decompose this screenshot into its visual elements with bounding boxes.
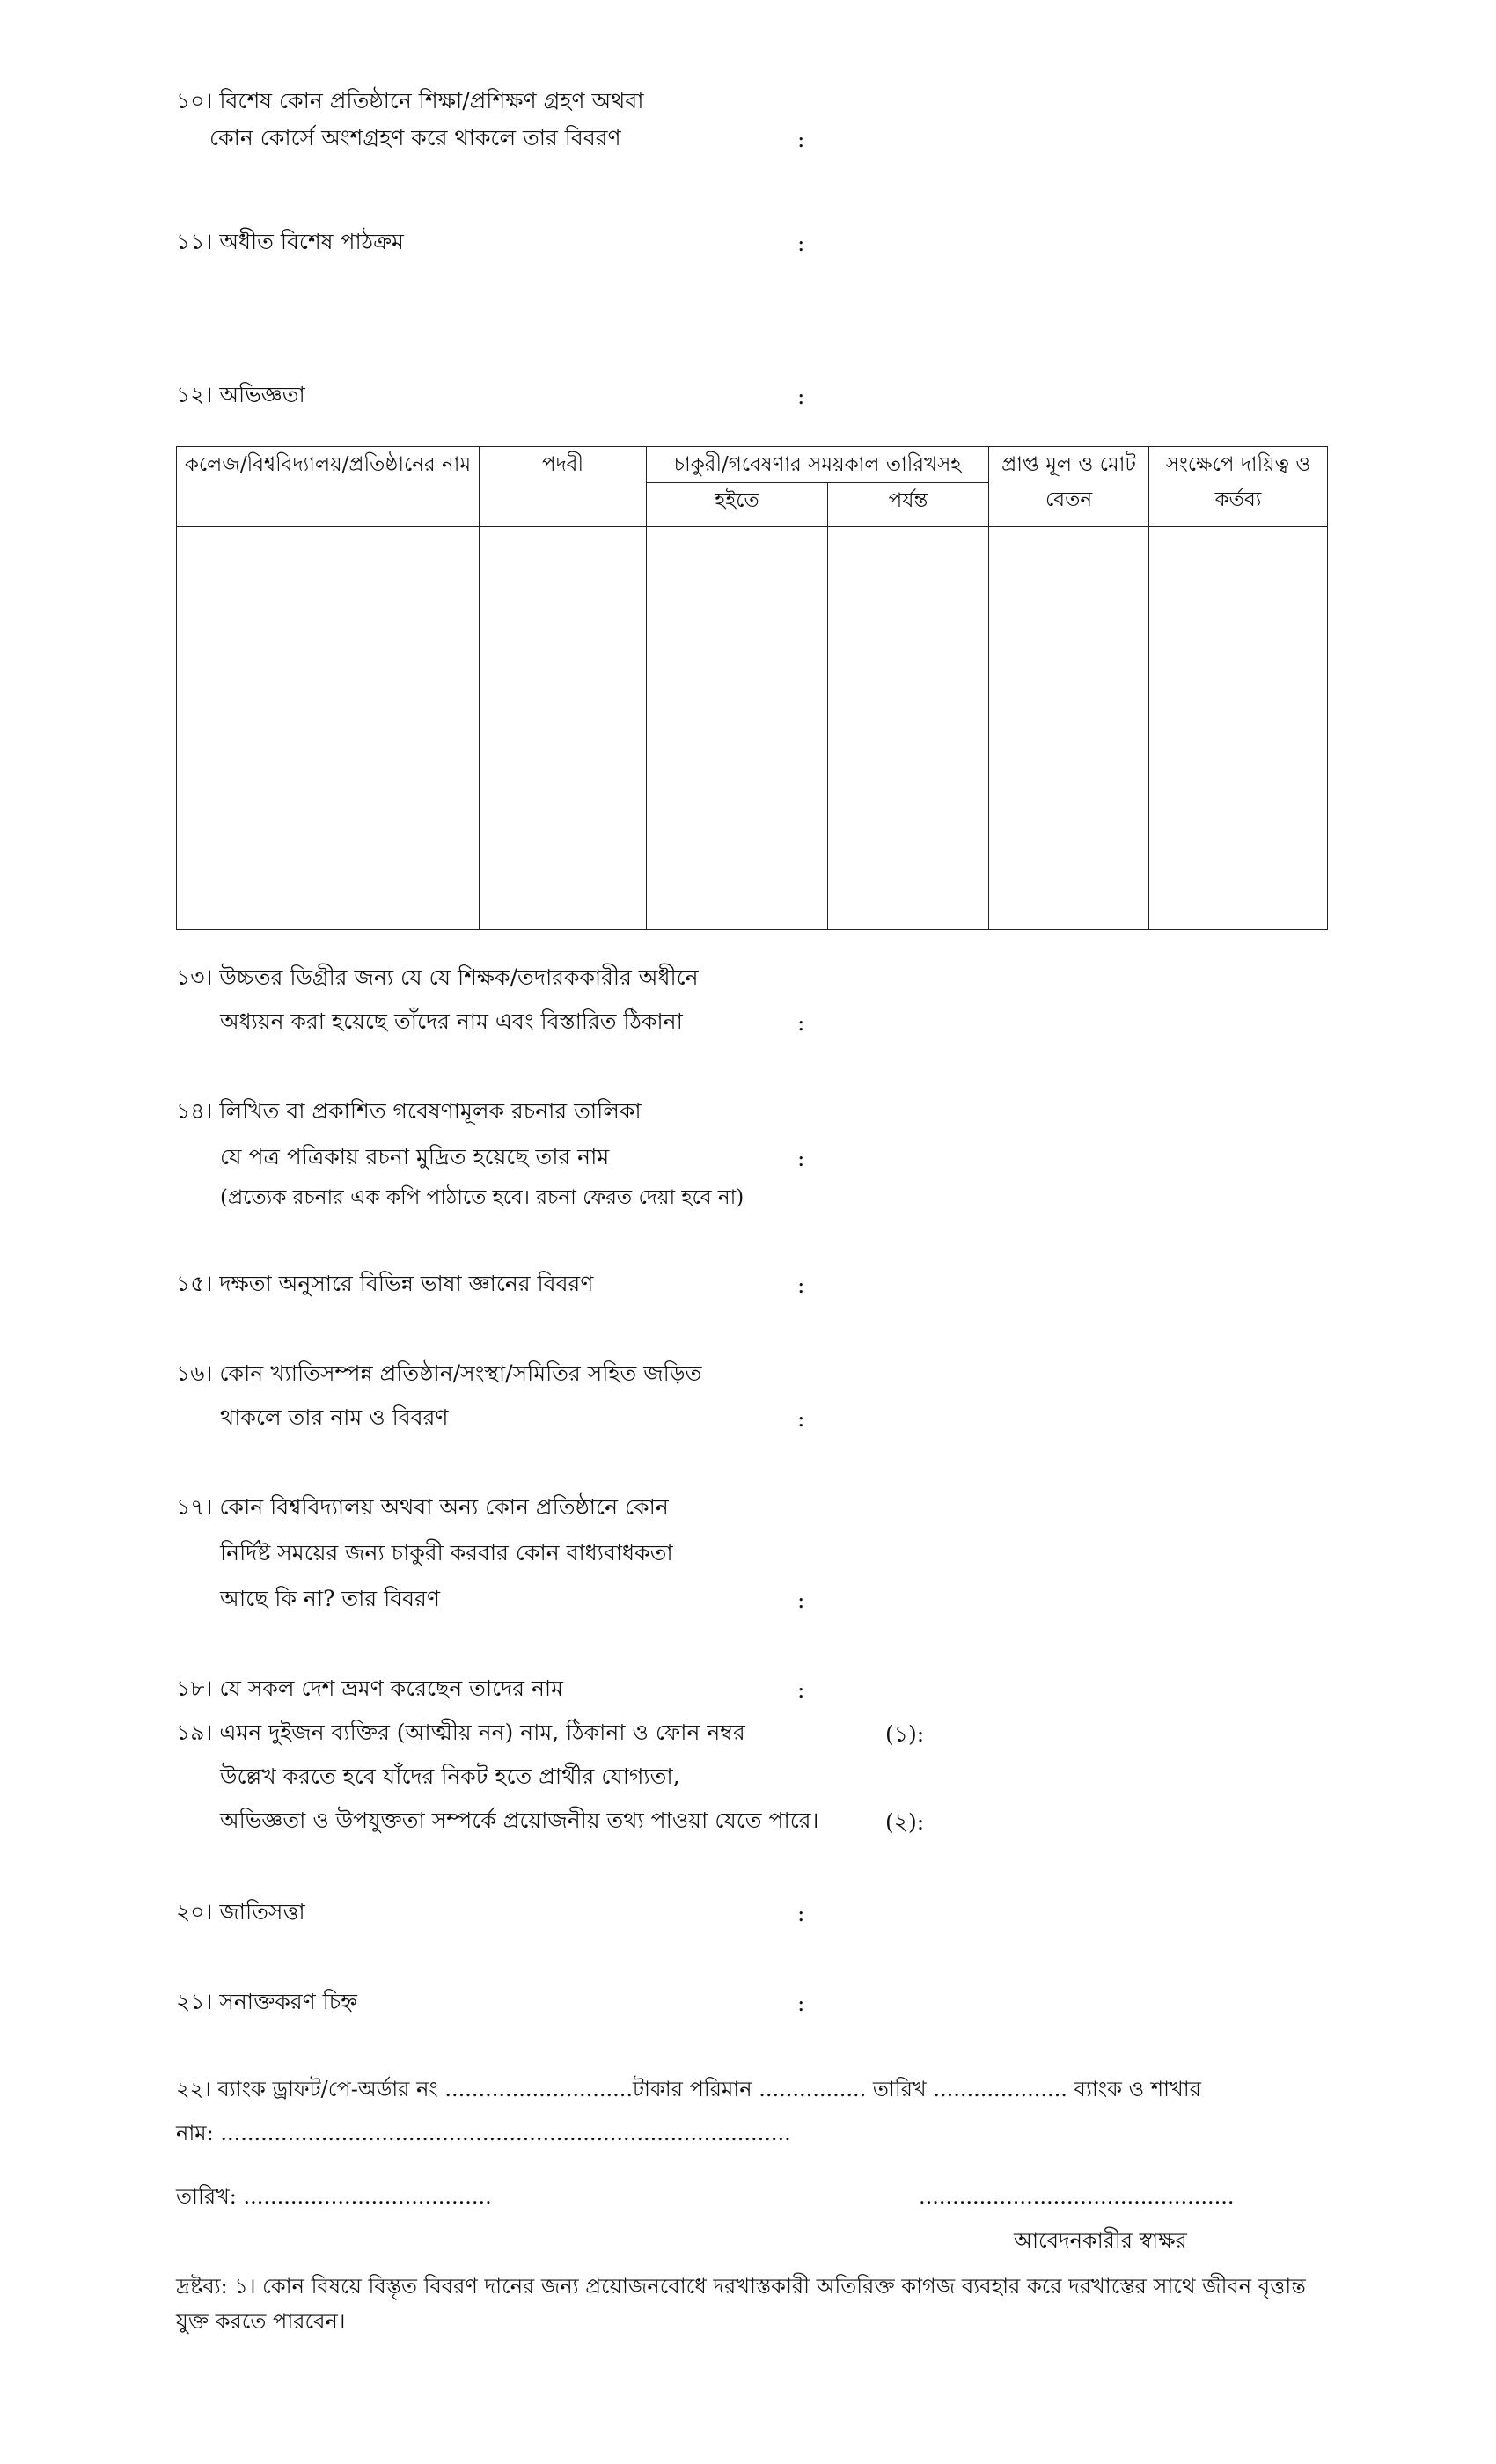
item-10-line1: ১০। বিশেষ কোন প্রতিষ্ঠানে শিক্ষা/প্রশিক্ষণ গ্রহণ অথবা: [176, 88, 644, 114]
item-21-line1: ২১। সনাক্তকরণ চিহ্ন: [176, 1989, 357, 2014]
date-line: তারিখ: .....................................: [176, 2184, 492, 2209]
col-designation: পদবী: [480, 447, 647, 527]
item-13-colon: :: [797, 1010, 805, 1036]
item-20-colon: :: [797, 1901, 805, 1926]
item-10-colon: :: [797, 127, 805, 152]
item-14-line2: যে পত্র পত্রিকায় রচনা মুদ্রিত হয়েছে তার নাম: [220, 1144, 610, 1170]
col-institution: কলেজ/বিশ্ববিদ্যালয়/প্রতিষ্ঠানের নাম: [177, 447, 480, 527]
item-15-line1: ১৫। দক্ষতা অনুসারে বিভিন্ন ভাষা জ্ঞানের বিবরণ: [176, 1271, 594, 1296]
item-21-colon: :: [797, 1991, 805, 2016]
item-16-colon: :: [797, 1406, 805, 1432]
item-15-colon: :: [797, 1272, 805, 1298]
item-19-line3: অভিজ্ঞতা ও উপযুক্ততা সম্পর্কে প্রয়োজনীয় তথ্য পাওয়া যেতে পারে।: [220, 1808, 819, 1833]
item-14-line1: ১৪। লিখিত বা প্রকাশিত গবেষণামূলক রচনার তালিকা: [176, 1098, 642, 1124]
item-19-ref2: (২):: [885, 1809, 925, 1835]
item-22-line2: নাম: .....................................................................................: [176, 2121, 791, 2145]
item-19-ref1: (১):: [885, 1721, 925, 1747]
item-11-colon: :: [797, 231, 805, 256]
col-duties: সংক্ষেপে দায়িত্ব ও কর্তব্য: [1149, 447, 1328, 527]
item-20-line1: ২০। জাতিসত্তা: [176, 1899, 305, 1925]
cell-from[interactable]: [647, 527, 828, 930]
item-18-line1: ১৮। যে সকল দেশ ভ্রমণ করেছেন তাদের নাম: [176, 1676, 564, 1701]
item-17-line1: ১৭। কোন বিশ্ববিদ্যালয় অথবা অন্য কোন প্রতিষ্ঠানে কোন: [176, 1494, 669, 1520]
item-12-line1: ১২। অভিজ্ঞতা: [176, 382, 305, 407]
cell-to[interactable]: [828, 527, 989, 930]
col-salary: প্রাপ্ত মূল ও মোট বেতন: [989, 447, 1149, 527]
item-14-line3: (প্রত্যেক রচনার এক কপি পাঠাতে হবে। রচনা ফেরত দেয়া হবে না): [220, 1186, 744, 1209]
item-19-line1: ১৯। এমন দুইজন ব্যক্তির (আত্মীয় নন) নাম, ঠিকানা ও ফোন নম্বর: [176, 1720, 745, 1745]
cell-duties[interactable]: [1149, 527, 1328, 930]
item-10-line2: কোন কোর্সে অংশগ্রহণ করে থাকলে তার বিবরণ: [209, 125, 621, 150]
col-period: চাকুরী/গবেষণার সময়কাল তারিখসহ: [647, 447, 989, 483]
signature-line: ...............................................: [919, 2184, 1235, 2209]
item-11-line1: ১১। অধীত বিশেষ পাঠক্রম: [176, 229, 404, 254]
item-16-line2: থাকলে তার নাম ও বিবরণ: [220, 1404, 449, 1430]
experience-table: [176, 446, 1328, 930]
cell-salary[interactable]: [989, 527, 1149, 930]
item-17-line3: আছে কি না? তার বিবরণ: [220, 1586, 440, 1611]
item-18-colon: :: [797, 1677, 805, 1703]
item-13-line1: ১৩। উচ্চতর ডিগ্রীর জন্য যে যে শিক্ষক/তদারককারীর অধীনে: [176, 964, 699, 990]
cell-institution[interactable]: [177, 527, 480, 930]
item-22-line1: ২২। ব্যাংক ড্রাফট/পে-অর্ডার নং ............................টাকার পরিমান ................ তারিখ .................... ব্যাংক ও শাখার: [176, 2077, 1201, 2101]
col-from: হইতে: [647, 483, 828, 527]
col-to: পর্যন্ত: [828, 483, 989, 527]
signature-label: আবেদনকারীর স্বাক্ষর: [1014, 2228, 1187, 2253]
item-16-line1: ১৬। কোন খ্যাতিসম্পন্ন প্রতিষ্ঠান/সংস্থা/সমিতির সহিত জড়িত: [176, 1360, 702, 1386]
item-12-colon: :: [797, 384, 805, 409]
item-14-colon: :: [797, 1146, 805, 1171]
cell-designation[interactable]: [480, 527, 647, 930]
item-17-line2: নির্দিষ্ট সময়ের জন্য চাকুরী করবার কোন বাধ্যবাধকতা: [220, 1540, 673, 1566]
item-19-line2: উল্লেখ করতে হবে যাঁদের নিকট হতে প্রার্থীর যোগ্যতা,: [220, 1764, 680, 1789]
item-17-colon: :: [797, 1588, 805, 1613]
footnote: দ্রষ্টব্য: ১। কোন বিষয়ে বিস্তৃত বিবরণ দানের জন্য প্রয়োজনবোধে দরখাস্তকারী অতিরিক্ত কাগজ ব্যবহার করে দরখাস্তের সাথে জীবন বৃত্তান্ত যুক্ত করতে পারবেন।: [176, 2274, 1306, 2334]
item-13-line2: অধ্যয়ন করা হয়েছে তাঁদের নাম এবং বিস্তারিত ঠিকানা: [220, 1008, 683, 1034]
